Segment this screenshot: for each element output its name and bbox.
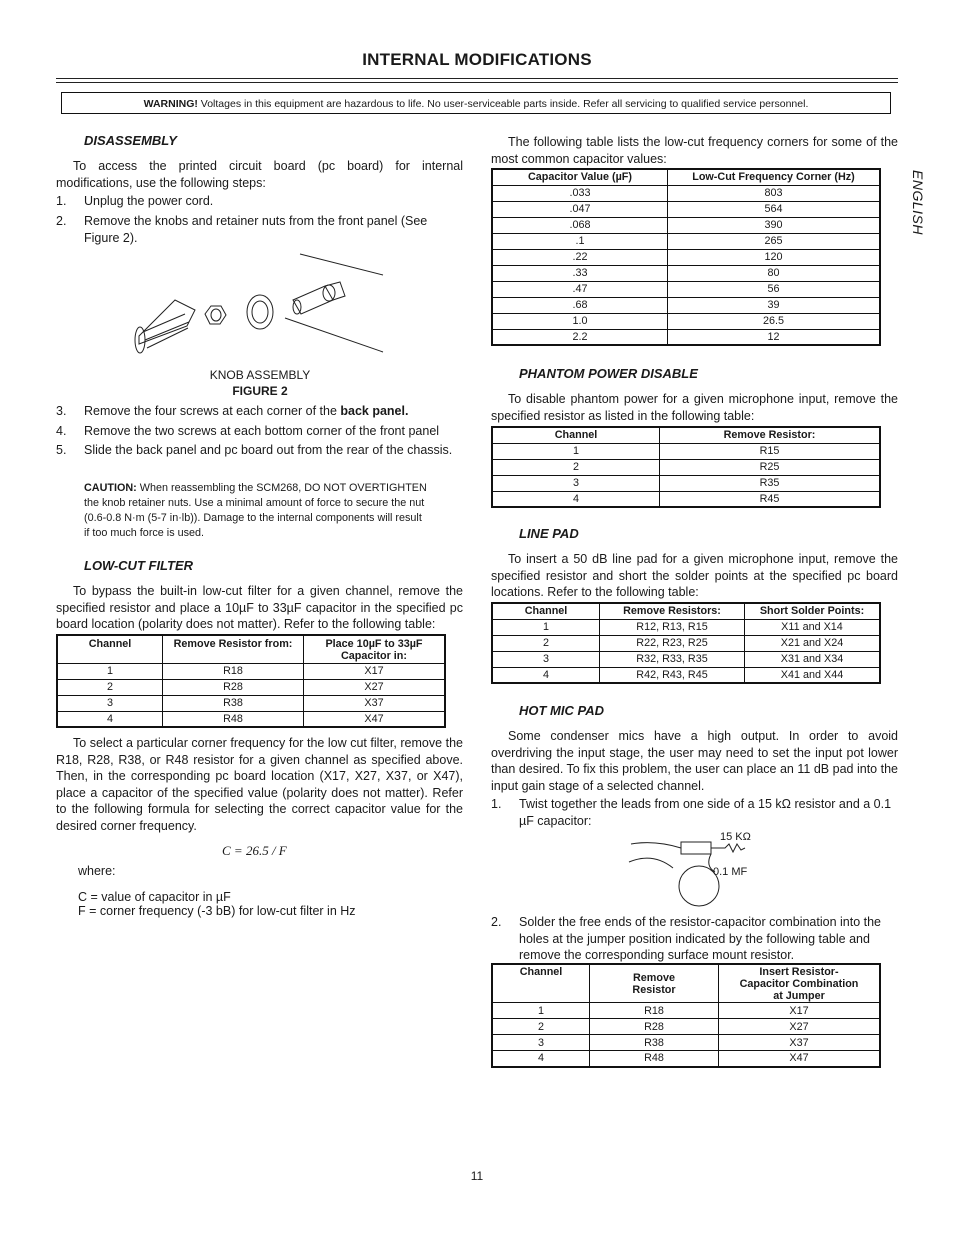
knob-assembly-figure xyxy=(125,248,395,368)
table-row: 3 R32, R33, R35 X31 and X34 xyxy=(492,651,880,667)
phantom-table: Channel Remove Resistor: 1 R15 2 R25 3 R35 4 R45 xyxy=(491,426,881,508)
hotmic-heading: HOT MIC PAD xyxy=(519,703,604,718)
table-row: 1.0 26.5 xyxy=(492,313,880,329)
freq-intro: The following table lists the low-cut frequency corners for some of the most common capacitor values: xyxy=(491,135,898,166)
capacitor-label: 0.1 MF xyxy=(713,866,748,878)
warning-text: Voltages in this equipment are hazardous to life. No user-serviceable parts inside. Refer all servicing to qualified service personnel. xyxy=(197,98,809,110)
table-row: .47 56 xyxy=(492,281,880,297)
table-row: 3 R38 X37 xyxy=(57,695,445,711)
linepad-heading: LINE PAD xyxy=(519,526,579,541)
lowcut-table: Channel Remove Resistor from: Place 10µF to 33µF Capacitor in: 1 R18 X17 2 R28 X27 3 R38 X37 4 R48 X47 xyxy=(56,634,446,728)
caution-note xyxy=(84,481,429,541)
phantom-intro: To disable phantom power for a given microphone input, remove the specified resistor as listed in the following table: xyxy=(491,392,898,423)
title-rule xyxy=(56,78,898,79)
table-row: .068 390 xyxy=(492,217,880,233)
table-row: 2 R28 X27 xyxy=(492,1019,880,1035)
title-rule-2 xyxy=(56,82,898,83)
table-row: 2 R22, R23, R25 X21 and X24 xyxy=(492,635,880,651)
table-row: 3 R35 xyxy=(492,475,880,491)
table-row: 2 R25 xyxy=(492,459,880,475)
lowcut-intro: To bypass the built-in low-cut filter for a given channel, remove the specified resistor and place a 10µF to 33µF capacitor in the specified pc board location (polarity does not matter). Refer to the following table: xyxy=(56,584,463,631)
phantom-heading: PHANTOM POWER DISABLE xyxy=(519,366,698,381)
caution-label: CAUTION: xyxy=(84,482,137,494)
figure-caption: KNOB ASSEMBLY xyxy=(209,368,311,382)
table-row: .1 265 xyxy=(492,233,880,249)
hotmic-table: Channel Remove Resistor Insert Resistor-Capacitor Combination at Jumper 1 R18 X17 2 R28 X27 3 R38 X37 4 R48 X47 xyxy=(491,963,881,1068)
table-row: 4 R42, R43, R45 X41 and X44 xyxy=(492,667,880,683)
lowcut-para2: To select a particular corner frequency for the low cut filter, remove the R18, R28, R38, or R48 resistor for a given channel as specified above. Then, in the corresponding pc board location (X17, X27, X37, or X47), place a capacitor of the specified value (polarity does not matter). Refer to the following formula for selecting the correct capacitor value for the desired corner frequency. xyxy=(56,736,463,833)
step-5: 5. Slide the back panel and pc board out from the rear of the chassis. xyxy=(56,443,453,457)
table-row: .22 120 xyxy=(492,249,880,265)
figure-number: FIGURE 2 xyxy=(232,384,288,398)
linepad-intro: To insert a 50 dB line pad for a given microphone input, remove the specified resistor and short the solder points at the specified pc board locations. Refer to the following table: xyxy=(491,552,898,599)
definition-c: C = value of capacitor in µF xyxy=(78,890,231,904)
step-2: 2. Remove the knobs and retainer nuts from the front panel (See Figure 2). xyxy=(56,214,428,245)
linepad-table: Channel Remove Resistors: Short Solder Points: 1 R12, R13, R15 X11 and X14 2 R22, R23, R25 X21 and X24 3 R32, R33, R35 X31 and X34 4 R42, R43, R45 X41 and X44 xyxy=(491,602,881,684)
disassembly-intro: To access the printed circuit board (pc board) for internal modifications, use the following steps: xyxy=(56,159,463,190)
capacitor-formula: C = 26.5 / F xyxy=(222,843,287,858)
hotmic-intro: Some condenser mics have a high output. In order to avoid overdriving the input stage, the user may need to set the input pot lower than desired. To fix this problem, the user can place an 11 dB pad into the input gain stage of a selected channel. xyxy=(491,729,898,793)
caution-text: When reassembling the SCM268, DO NOT OVERTIGHTEN the knob retainer nuts. Use a minimal amount of force to secure the nut (0.6-0.8 N·m (5-7 in·lb)). Damage to the internal components will result if too much force is used. xyxy=(84,482,427,539)
page-title: INTERNAL MODIFICATIONS xyxy=(362,50,592,69)
where-label: where: xyxy=(78,864,116,878)
table-row: 1 R15 xyxy=(492,443,880,459)
table-row: 2 R28 X27 xyxy=(57,679,445,695)
frequency-table: Capacitor Value (µF) Low-Cut Frequency Corner (Hz) .033 803 .047 564 .068 390 .1 265 .22 120 .33 80 .47 56 .68 39 1.0 26.5 2.2 12 xyxy=(491,168,881,346)
table-row: .33 80 xyxy=(492,265,880,281)
table-row: .047 564 xyxy=(492,201,880,217)
warning-box xyxy=(61,92,891,114)
table-row: 4 R45 xyxy=(492,491,880,507)
table-row: .033 803 xyxy=(492,185,880,201)
table-row: .68 39 xyxy=(492,297,880,313)
table-row: 1 R18 X17 xyxy=(57,663,445,679)
table-row: 1 R18 X17 xyxy=(492,1003,880,1019)
resistor-label: 15 KΩ xyxy=(720,831,751,843)
definition-f: F = corner frequency (-3 bB) for low-cut filter in Hz xyxy=(78,904,356,918)
warning-label: WARNING! xyxy=(143,98,198,110)
language-tab: ENGLISH xyxy=(910,170,926,235)
table-row: 1 R12, R13, R15 X11 and X14 xyxy=(492,619,880,635)
lowcut-heading: LOW-CUT FILTER xyxy=(84,558,194,573)
hotmic-step-1: 1. Twist together the leads from one side of a 15 kΩ resistor and a 0.1 µF capacitor: xyxy=(491,797,892,828)
table-row: 4 R48 X47 xyxy=(492,1051,880,1067)
page-number: 11 xyxy=(470,1169,484,1183)
hotmic-step-2: 2. Solder the free ends of the resistor-capacitor combination into the holes at the jumper position indicated by the following table and remove the corresponding surface mount resistor. xyxy=(491,915,882,962)
table-row: 2.2 12 xyxy=(492,329,880,345)
disassembly-heading: DISASSEMBLY xyxy=(84,133,177,148)
table-row: 3 R38 X37 xyxy=(492,1035,880,1051)
table-row: 4 R48 X47 xyxy=(57,711,445,727)
